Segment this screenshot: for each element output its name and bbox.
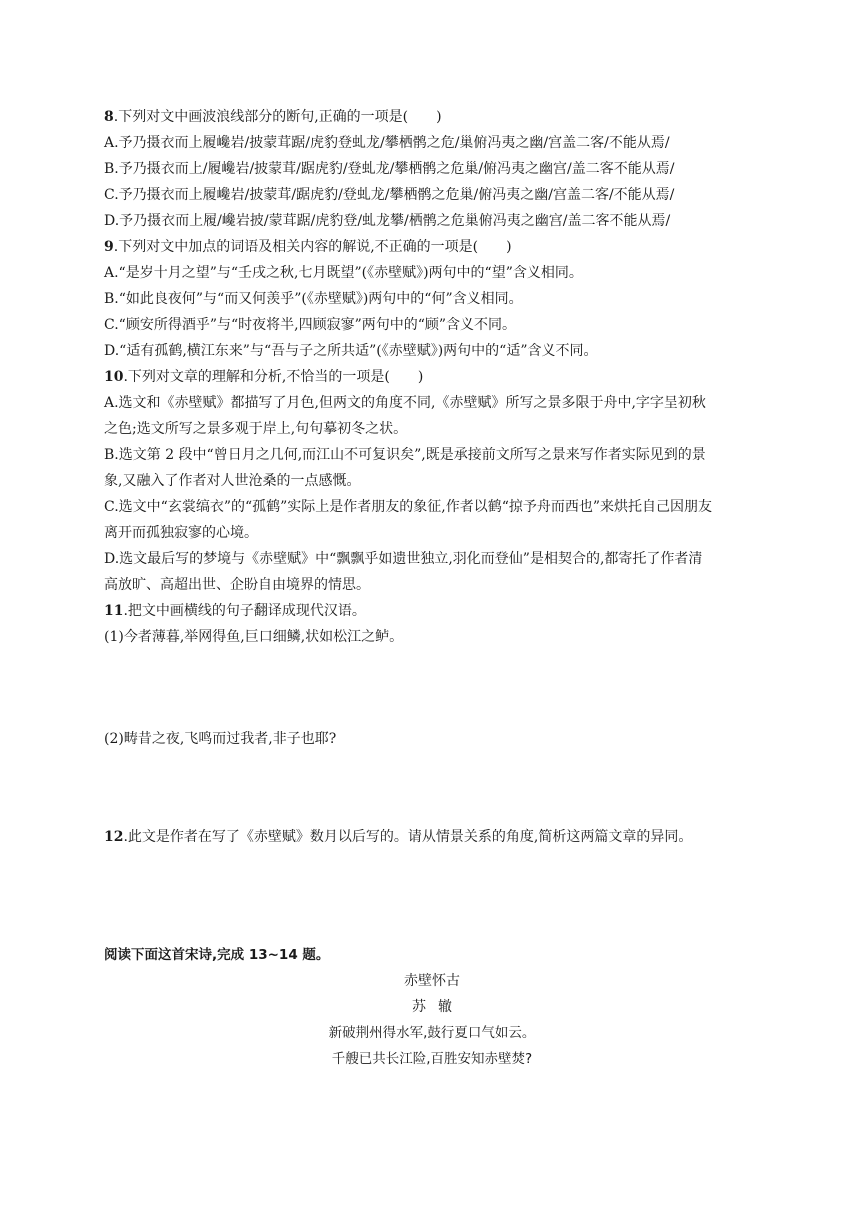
question-10-text: .下列对文章的理解和分析,不恰当的一项是( ) [123, 369, 424, 385]
question-11-item-2: (2)畴昔之夜,飞鸣而过我者,非子也耶? [104, 731, 337, 747]
question-8-option-c: C.予乃摄衣而上履巉岩/披蒙茸/踞虎豹/登虬龙/攀栖鹘之危巢/俯冯夷之幽/宫盖二客/不能从焉/ [104, 187, 675, 203]
question-10-option-c-line-2: 离开而孤独寂寥的心境。 [104, 525, 258, 541]
question-8-stem [104, 104, 760, 130]
answer-space-11-2 [104, 752, 760, 824]
question-10-option-c-line-1: C.选文中“玄裳缟衣”的“孤鹤”实际上是作者朋友的象征,作者以鹤“掠予舟而西也”来烘托自己因朋友 [104, 499, 713, 515]
question-9-number: 9 [104, 239, 114, 255]
question-10-option-d-line-2: 高放旷、高超出世、企盼自由境界的情思。 [104, 577, 370, 593]
reading-instruction: 阅读下面这首宋诗,完成 13~14 题。 [104, 947, 330, 963]
document-page [104, 104, 760, 1072]
poem-author: 苏辙 [412, 999, 464, 1015]
question-11-number: 11 [104, 603, 124, 619]
question-9-option-a: A.“是岁十月之望”与“壬戌之秋,七月既望”(《赤壁赋》)两句中的“望”含义相同。 [104, 265, 583, 281]
answer-space-12 [104, 850, 760, 942]
question-11-text: .把文中画横线的句子翻译成现代汉语。 [123, 603, 366, 619]
question-9-option-b: B.“如此良夜何”与“而又何羡乎”(《赤壁赋》)两句中的“何”含义相同。 [104, 291, 523, 307]
question-8-option-b: B.予乃摄衣而上/履巉岩/披蒙茸/踞虎豹/登虬龙/攀栖鹘之危巢/俯冯夷之幽宫/盖二客不能从焉/ [104, 161, 675, 177]
poem-title: 赤壁怀古 [404, 973, 460, 989]
question-10-option-a-line-2: 之色;选文所写之景多观于岸上,句句摹初冬之状。 [104, 421, 408, 437]
question-12-stem [104, 824, 760, 850]
question-8-text: .下列对文中画波浪线部分的断句,正确的一项是( ) [113, 109, 442, 125]
poem-line-1: 新破荆州得水军,鼓行夏口气如云。 [328, 1025, 536, 1041]
question-8-option-d: D.予乃摄衣而上履/巉岩披/蒙茸踞/虎豹登/虬龙攀/栖鹘之危巢俯冯夷之幽宫/盖二客不能从焉/ [104, 213, 671, 229]
question-10-option-b-line-2: 象,又融入了作者对人世沧桑的一点感慨。 [104, 473, 361, 489]
question-11-stem [104, 598, 760, 624]
question-10-stem [104, 364, 760, 390]
question-9-stem [104, 234, 760, 260]
question-12-number: 12 [104, 829, 124, 845]
question-11-item-1: (1)今者薄暮,举网得鱼,巨口细鳞,状如松江之鲈。 [104, 629, 404, 645]
question-8-option-a: A.予乃摄衣而上履巉岩/披蒙茸踞/虎豹登虬龙/攀栖鹘之危/巢俯冯夷之幽/宫盖二客/不能从焉/ [104, 135, 670, 151]
question-10-number: 10 [104, 369, 124, 385]
question-12-text: .此文是作者在写了《赤壁赋》数月以后写的。请从情景关系的角度,简析这两篇文章的异同。 [123, 829, 693, 845]
question-10-option-a-line-1: A.选文和《赤壁赋》都描写了月色,但两文的角度不同,《赤壁赋》所写之景多限于舟中,字字呈初秋 [104, 395, 706, 411]
question-9-option-d: D.“适有孤鹤,横江东来”与“吾与子之所共适”(《赤壁赋》)两句中的“适”含义不同。 [104, 343, 598, 359]
question-10-option-d-line-1: D.选文最后写的梦境与《赤壁赋》中“飘飘乎如遗世独立,羽化而登仙”是相契合的,都寄托了作者清 [104, 551, 703, 567]
question-8-number: 8 [104, 109, 114, 125]
answer-space-11-1 [104, 650, 760, 726]
question-9-option-c: C.“顾安所得酒乎”与“时夜将半,四顾寂寥”两句中的“顾”含义不同。 [104, 317, 517, 333]
poem-line-2: 千艘已共长江险,百胜安知赤壁焚? [331, 1051, 533, 1067]
question-10-option-b-line-1: B.选文第 2 段中“曾日月之几何,而江山不可复识矣”,既是承接前文所写之景来写作者实际见到的景 [104, 447, 706, 463]
question-9-text: .下列对文中加点的词语及相关内容的解说,不正确的一项是( ) [113, 239, 512, 255]
